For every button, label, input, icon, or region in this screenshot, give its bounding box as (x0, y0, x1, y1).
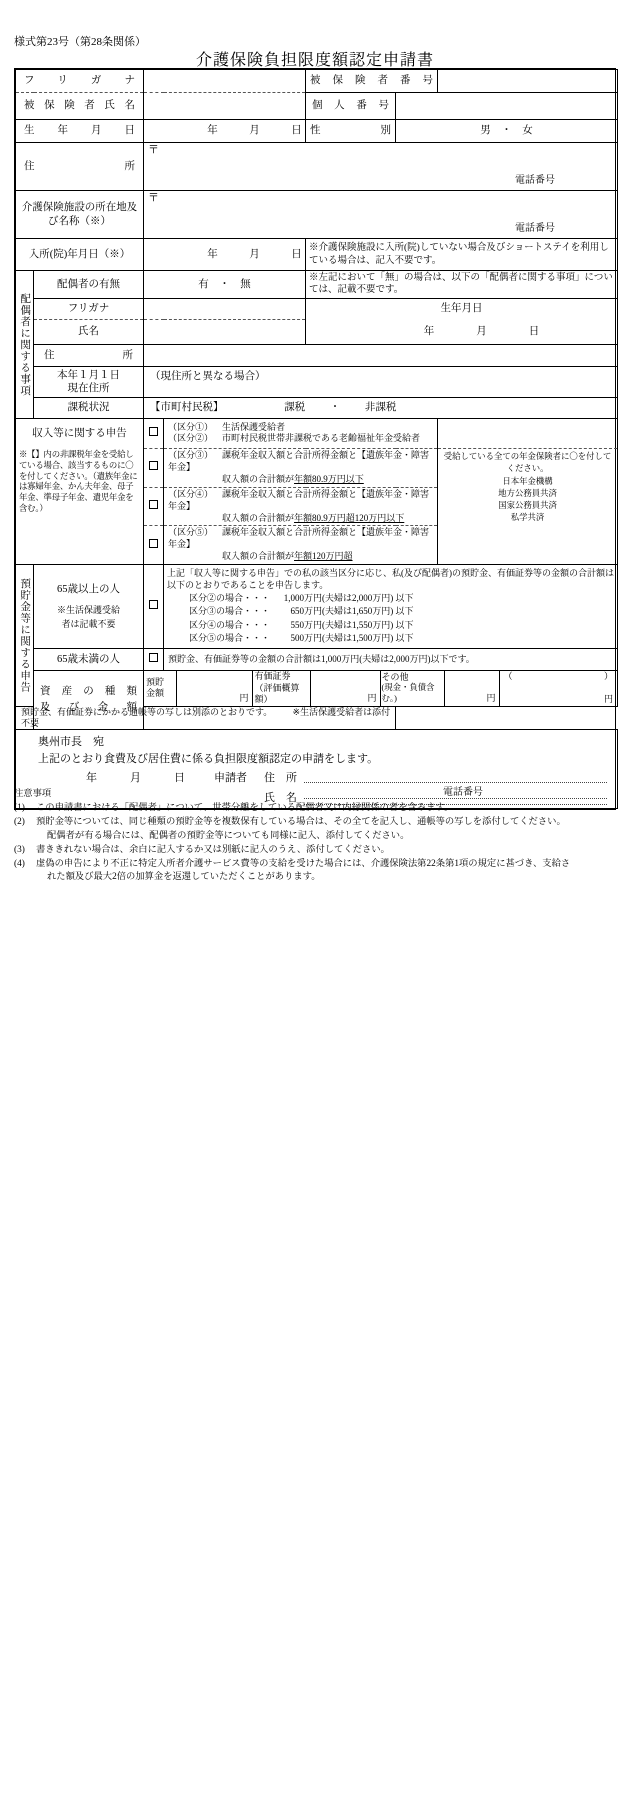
tax-status-choice[interactable]: 【市町村民税】 課税 ・ 非課税 (144, 397, 618, 418)
row-savings-under65 (16, 648, 618, 670)
row-savings-over65 (16, 565, 618, 649)
signature-name-label: 氏 名 (264, 792, 297, 805)
row-birthdate-gender (16, 120, 618, 143)
gender-label: 性 別 (306, 120, 396, 143)
footnotes (14, 788, 618, 885)
savings-declaration: 上記「収入等に関する申告」での私の該当区分に応じ、私(及び配偶者)の預貯金、有価証券等の金額の合計額は以下のとおりであることを申告します。 区分②の場合・・・ 1,000万円(夫婦は2,000万円) 以下 区分③の場合・・・ 650万円(夫婦は1,650万円) 以下 区分④の場合・・・ 550万円(夫婦は1,550万円) 以下 区分⑤の場合・・・ 500万円(夫婦は1,500万円) 以下 (164, 565, 618, 649)
main-form-frame (14, 68, 616, 810)
income-kubun-4-text: （区分④） 課税年金収入額と合計所得金額と【遺族年金・障害年金】 収入額の合計額が年額80.9万円超120万円以下 (164, 487, 438, 526)
admission-input[interactable]: 年 月 日 (144, 239, 306, 271)
row-income-kubun-3 (16, 449, 618, 488)
spouse-presence-note: ※左記において「無」の場合は、以下の「配偶者に関する事項」については、記載不要です。 (306, 271, 618, 299)
spouse-jan1-label: 本年１月１日 現在住所 (34, 366, 144, 397)
spouse-section-side-label: 配偶者に関する事項 (16, 271, 34, 419)
furigana-label: フリガナ (16, 70, 144, 93)
address-input[interactable] (144, 143, 618, 191)
facility-postal-mark-icon: 〒 (148, 192, 160, 204)
asset-inner-table (144, 671, 617, 706)
checkbox-kubun-3[interactable] (149, 461, 158, 470)
insured-name-label: 被保険者氏名 (16, 93, 144, 120)
row-address (16, 143, 618, 191)
checkbox-savings-over65[interactable] (149, 600, 158, 609)
row-spouse-furigana (16, 298, 618, 319)
pension-insurer-spacer-top (438, 418, 618, 449)
birthdate-label: 生年月日 (16, 120, 144, 143)
insured-name-input[interactable] (144, 93, 306, 120)
signature-date[interactable]: 年 月 日 (86, 772, 185, 785)
asset-col-2-input[interactable]: 円 (444, 671, 499, 706)
spouse-name-label: 氏名 (34, 319, 144, 344)
facility-label: 介護保険施設の所在地及び名称（※） (16, 191, 144, 239)
spouse-jan1-input[interactable]: （現住所と異なる場合） (144, 366, 618, 397)
tax-nontaxable-option[interactable]: 非課税 (364, 402, 397, 414)
facility-phone-label: 電話番号 (515, 222, 556, 234)
applicant-label: 申請者 (214, 772, 247, 785)
furigana-input[interactable] (144, 70, 306, 93)
row-admission (16, 239, 618, 271)
checkbox-kubun-1-2[interactable] (149, 427, 158, 436)
birthdate-input[interactable]: 年 月 日 (144, 120, 306, 143)
income-kubun-3-text: （区分③） 課税年金収入額と合計所得金額と【遺族年金・障害年金】 収入額の合計額が年額80.9万円以下 (164, 449, 438, 488)
passbook-note: 預貯金、有価証券にかかる通帳等の写しは別添のとおりです。 ※生活保護受給者は添付不要 (16, 706, 396, 730)
savings-under65-label: 65歳未満の人 (34, 648, 144, 670)
signature-address-label: 住 所 (264, 772, 297, 785)
income-kubun-1-2-text: （区分①） 生活保護受給者 （区分②） 市町村民税世帯非課税である老齢福祉年金受給者 (164, 418, 438, 449)
checkbox-kubun-5[interactable] (149, 539, 158, 548)
personal-number-input[interactable] (396, 93, 618, 120)
form-table (15, 69, 618, 809)
income-side-note: ※【】内の非課税年金を受給している場合、該当するものに〇を付してください。（遺族年金には寡婦年金、かん夫年金、母子年金、準母子年金、遺児年金を含む。） (16, 449, 144, 565)
row-spouse-presence (16, 271, 618, 299)
facility-input[interactable] (144, 191, 618, 239)
asset-col-3-other[interactable]: （ ） 円 (499, 671, 617, 706)
address-phone-label: 電話番号 (515, 174, 556, 186)
row-asset-types (16, 670, 618, 706)
spouse-address-input[interactable] (144, 344, 618, 366)
savings-under65-text: 預貯金、有価証券等の金額の合計額は1,000万円(夫婦は2,000万円)以下です。 (164, 648, 618, 670)
row-facility (16, 191, 618, 239)
signature-address-input[interactable] (304, 782, 607, 783)
footnote-item: (2) 預貯金等については、同じ種類の預貯金等を複数保有している場合は、その全てを記入し、通帳等の写しを添付してください。 配偶者が有る場合には、配偶者の預貯金等についても同様に記入、添付してください。 (14, 817, 566, 841)
admission-label: 入所(院)年月日（※） (16, 239, 144, 271)
pension-insurer-list: 受給している全ての年金保険者に〇を付してください。 日本年金機構 地方公務員共済 国家公務員共済 私学共済 (438, 449, 618, 565)
asset-col-1-input[interactable]: 円 (310, 671, 380, 706)
asset-col-1-head: 有価証券 （評価概算額） (252, 671, 310, 706)
asset-col-2-head: その他 (現金・負債含む。) (380, 671, 444, 706)
asset-col-0-input[interactable]: 円 (176, 671, 252, 706)
savings-section-side-label: 預貯金等に関する申告 (16, 565, 34, 707)
checkbox-kubun-4[interactable] (149, 500, 158, 509)
admission-note: ※介護保険施設に入所(院)していない場合及びショートステイを利用している場合は、記入不要です。 (306, 239, 618, 271)
income-checkbox-4[interactable] (144, 487, 164, 526)
income-checkbox-1[interactable] (144, 418, 164, 449)
income-checkbox-3[interactable] (144, 449, 164, 488)
gender-choice[interactable]: 男 ・ 女 (396, 120, 618, 143)
row-passbook-note (16, 706, 618, 730)
income-checkbox-5[interactable] (144, 526, 164, 565)
footnotes-heading: 注意事項 (14, 789, 52, 799)
footnote-item: (1) この申請書における「配偶者」について、世帯分離をしている配偶者又は内縁関係の者を含みます。 (14, 803, 454, 814)
spouse-address-label: 住 所 (34, 344, 144, 366)
personal-number-label: 個人番号 (306, 93, 396, 120)
asset-amount-grid[interactable] (144, 670, 618, 706)
address-label: 住 所 (16, 143, 144, 191)
income-section-label: 収入等に関する申告 (16, 418, 144, 449)
row-spouse-jan1-address (16, 366, 618, 397)
statement: 上記のとおり食費及び居住費に係る負担限度額認定の申請をします。 (38, 753, 379, 766)
spouse-presence-choice[interactable]: 有 ・ 無 (144, 271, 306, 299)
spouse-furigana-label: フリガナ (34, 298, 144, 319)
savings-over65-checkbox-cell[interactable] (144, 565, 164, 649)
row-income-kubun-1-2 (16, 418, 618, 449)
addressee: 奥州市長 宛 (38, 736, 104, 749)
checkbox-savings-under65[interactable] (149, 653, 158, 662)
footnote-item: (4) 虚偽の申告により不正に特定入所者介護サービス費等の支給を受けた場合には、介護保険法第22条第1項の規定に甚づき、支給さ れた額及び最大2倍の加算金を返還していただくことがあります。 (14, 858, 571, 883)
spouse-birthdate-input[interactable]: 年 月 日 (306, 319, 618, 344)
savings-under65-checkbox-cell[interactable] (144, 648, 164, 670)
row-insured-name (16, 93, 618, 120)
footnote-item: (3) 書ききれない場合は、余白に記入するか又は別紙に記入のうえ、添付してください。 (14, 844, 390, 855)
asset-col-0-head: 預貯 金額 (144, 671, 176, 706)
income-kubun-5-text: （区分⑤） 課税年金収入額と合計所得金額と【遺族年金・障害年金】 収入額の合計額が年額120万円超 (164, 526, 438, 565)
tax-status-label: 課税状況 (34, 397, 144, 418)
page-title: 介護保険負担限度額認定申請書 (195, 52, 434, 69)
row-spouse-address (16, 344, 618, 366)
row-spouse-tax-status (16, 397, 618, 418)
spouse-presence-label: 配偶者の有無 (34, 271, 144, 299)
savings-over65-label: 65歳以上の人 ※生活保護受給 者は記載不要 (34, 565, 144, 649)
form-number: 様式第23号（第28条関係） (14, 36, 146, 48)
spouse-birthdate-label: 生年月日 (306, 298, 618, 319)
asset-label: 資 産 の 種 類 及 び 金 額 (34, 670, 144, 730)
insured-number-label: 被保険者番号 (306, 70, 438, 93)
signature-phone-label: 電話番号 (443, 787, 483, 799)
tax-taxable-option[interactable]: 課税 (284, 402, 306, 414)
insured-number-input[interactable] (438, 70, 618, 93)
postal-mark-icon: 〒 (148, 144, 160, 156)
spouse-name-input[interactable] (144, 319, 306, 344)
row-spouse-name (16, 319, 618, 344)
spouse-furigana-input[interactable] (144, 298, 306, 319)
row-furigana (16, 70, 618, 93)
